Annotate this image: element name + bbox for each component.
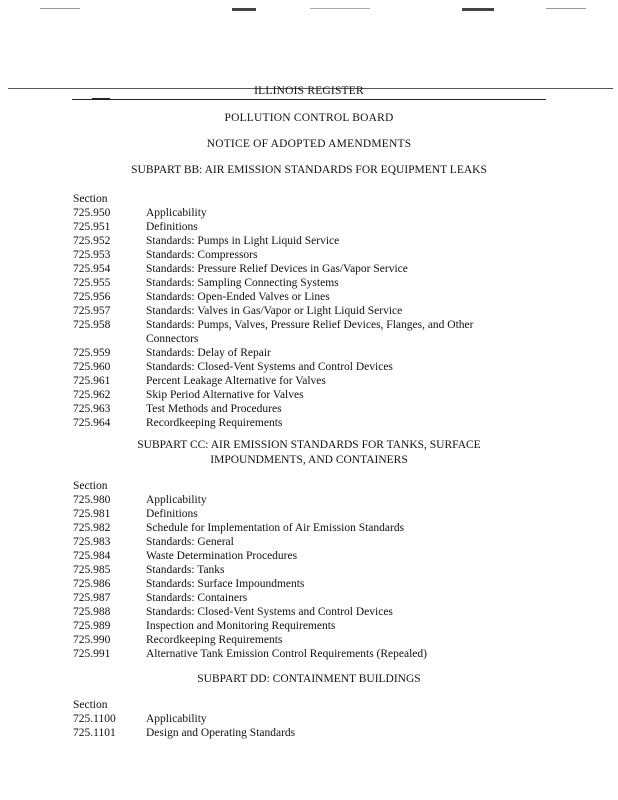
scan-artifact	[462, 8, 494, 11]
section-title: Skip Period Alternative for Valves	[146, 389, 304, 401]
section-title: Standards: Tanks	[146, 564, 225, 576]
section-number: 725.1100	[73, 713, 116, 725]
section-label: Section	[73, 193, 108, 205]
subpart-heading: SUBPART CC: AIR EMISSION STANDARDS FOR TANKS, SURFACE	[137, 439, 481, 451]
section-number: 725.986	[73, 578, 111, 590]
section-label: Section	[73, 699, 108, 711]
section-title: Standards: Pressure Relief Devices in Gas/Vapor Service	[146, 263, 408, 275]
section-number: 725.958	[73, 319, 111, 331]
section-number: 725.982	[73, 522, 111, 534]
section-number: 725.956	[73, 291, 111, 303]
section-title: Standards: Closed-Vent Systems and Control Devices	[146, 361, 393, 373]
section-number: 725.983	[73, 536, 111, 548]
section-title: Applicability	[146, 713, 207, 725]
section-number: 725.980	[73, 494, 111, 506]
scan-artifact	[546, 8, 586, 9]
section-number: 725.951	[73, 221, 111, 233]
section-number: 725.985	[73, 564, 111, 576]
section-number: 725.963	[73, 403, 111, 415]
section-number: 725.955	[73, 277, 111, 289]
section-number: 725.964	[73, 417, 111, 429]
notice-title: NOTICE OF ADOPTED AMENDMENTS	[206, 138, 412, 150]
section-number: 725.990	[73, 634, 111, 646]
section-title: Applicability	[146, 494, 207, 506]
section-title: Schedule for Implementation of Air Emission Standards	[146, 522, 405, 534]
subpart-heading: SUBPART DD: CONTAINMENT BUILDINGS	[197, 673, 421, 685]
section-number: 725.959	[73, 347, 111, 359]
section-number: 725.952	[73, 235, 111, 247]
section-title: Test Methods and Procedures	[146, 403, 282, 415]
section-title: Standards: Valves in Gas/Vapor or Light Liquid Service	[146, 305, 403, 317]
section-number: 725.950	[73, 207, 111, 219]
section-title-cont: Connectors	[146, 333, 199, 345]
subpart-heading-cont: IMPOUNDMENTS, AND CONTAINERS	[210, 454, 408, 466]
section-title: Standards: Delay of Repair	[146, 347, 271, 359]
section-title: Waste Determination Procedures	[146, 550, 298, 562]
section-title: Standards: Closed-Vent Systems and Control Devices	[146, 606, 393, 618]
section-title: Standards: General	[146, 536, 234, 548]
section-number: 725.953	[73, 249, 111, 261]
section-number: 725.1101	[73, 727, 116, 739]
section-title: Standards: Pumps, Valves, Pressure Relief Devices, Flanges, and Other	[146, 319, 474, 331]
section-number: 725.960	[73, 361, 111, 373]
section-number: 725.987	[73, 592, 111, 604]
section-title: Inspection and Monitoring Requirements	[146, 620, 336, 632]
section-title: Percent Leakage Alternative for Valves	[146, 375, 326, 387]
section-number: 725.988	[73, 606, 111, 618]
section-number: 725.989	[73, 620, 111, 632]
scan-artifact	[40, 8, 80, 9]
section-number: 725.991	[73, 648, 111, 660]
section-title: Standards: Surface Impoundments	[146, 578, 305, 590]
section-title: Standards: Compressors	[146, 249, 258, 261]
subpart-heading: SUBPART BB: AIR EMISSION STANDARDS FOR EQUIPMENT LEAKS	[131, 164, 487, 176]
section-title: Standards: Open-Ended Valves or Lines	[146, 291, 330, 303]
section-title: Design and Operating Standards	[146, 727, 296, 739]
scan-artifact	[232, 8, 256, 11]
scan-artifact	[310, 8, 370, 9]
section-number: 725.961	[73, 375, 111, 387]
section-title: Standards: Sampling Connecting Systems	[146, 277, 339, 289]
section-number: 725.954	[73, 263, 111, 275]
section-number: 725.957	[73, 305, 111, 317]
section-title: Applicability	[146, 207, 207, 219]
section-title: Definitions	[146, 508, 198, 520]
section-title: Definitions	[146, 221, 198, 233]
section-number: 725.984	[73, 550, 111, 562]
agency-title: POLLUTION CONTROL BOARD	[224, 112, 394, 124]
header-rule-bottom	[72, 99, 546, 100]
register-title: ILLINOIS REGISTER	[254, 85, 364, 97]
section-number: 725.981	[73, 508, 111, 520]
section-title: Alternative Tank Emission Control Requirements (Repealed)	[146, 648, 427, 660]
header-rule-mark	[92, 98, 110, 100]
section-title: Standards: Pumps in Light Liquid Service	[146, 235, 340, 247]
section-title: Recordkeeping Requirements	[146, 417, 283, 429]
section-title: Standards: Containers	[146, 592, 248, 604]
section-label: Section	[73, 480, 108, 492]
section-title: Recordkeeping Requirements	[146, 634, 283, 646]
section-number: 725.962	[73, 389, 111, 401]
